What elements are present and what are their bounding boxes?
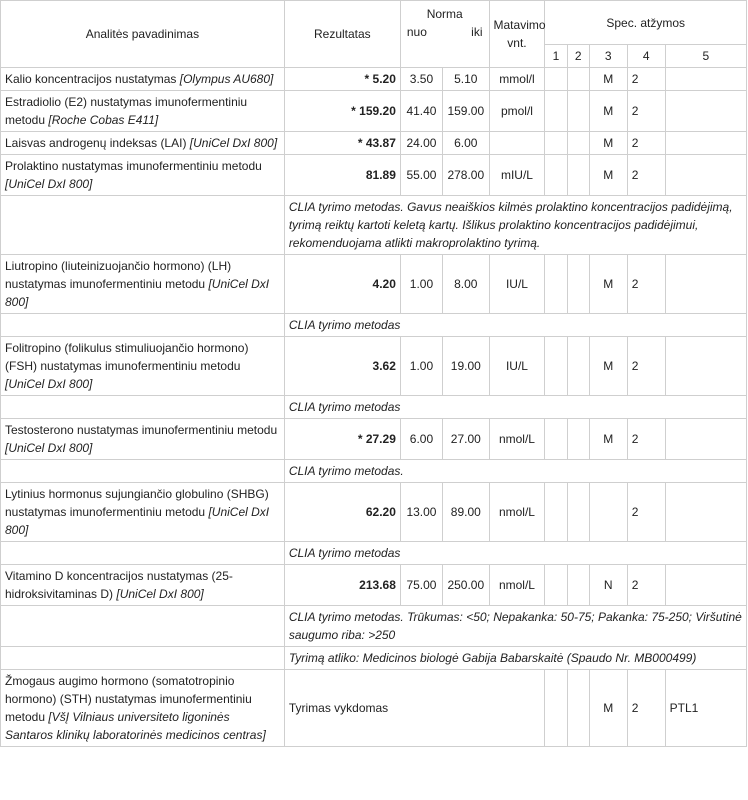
spec-5 <box>665 155 746 196</box>
analyte-source: [UniCel DxI 800] <box>5 277 270 309</box>
pending-status: Tyrimas vykdomas <box>284 670 545 747</box>
row-comment: CLIA tyrimo metodas <box>284 396 746 419</box>
spec-4: 2 <box>627 132 665 155</box>
spec-3 <box>589 483 627 542</box>
spec-3: N <box>589 565 627 606</box>
header-nuo: nuo <box>406 25 427 39</box>
analyte-name <box>1 483 285 542</box>
unit: nmol/L <box>489 483 545 542</box>
result-value: 4.20 <box>284 255 400 314</box>
table-row <box>1 337 747 396</box>
analyte-name <box>1 337 285 396</box>
analyte-label: Prolaktino nustatymas imunofermentiniu metodu <box>5 159 262 173</box>
unit: IU/L <box>489 255 545 314</box>
table-row <box>1 670 747 747</box>
spec-4: 2 <box>627 68 665 91</box>
norm-to: 6.00 <box>443 132 489 155</box>
header-result: Rezultatas <box>284 1 400 68</box>
norm-to: 250.00 <box>443 565 489 606</box>
unit: mIU/L <box>489 155 545 196</box>
comment-row <box>1 460 747 483</box>
spec-1 <box>545 255 567 314</box>
row-spacer <box>1 606 285 647</box>
header-spec-col: 5 <box>665 45 746 68</box>
spec-2 <box>567 670 589 747</box>
result-value: * 5.20 <box>284 68 400 91</box>
analyte-source: [UniCel DxI 800] <box>189 136 278 150</box>
spec-5 <box>665 565 746 606</box>
header-spec-col: 2 <box>567 45 589 68</box>
spec-4: 2 <box>627 155 665 196</box>
norm-to: 5.10 <box>443 68 489 91</box>
header-norma-label: Norma <box>426 7 463 21</box>
analyte-name <box>1 155 285 196</box>
spec-5 <box>665 255 746 314</box>
header-spec-col: 3 <box>589 45 627 68</box>
analyte-label: Laisvas androgenų indeksas (LAI) <box>5 136 187 150</box>
spec-1 <box>545 91 567 132</box>
result-value: * 27.29 <box>284 419 400 460</box>
spec-3: M <box>589 68 627 91</box>
spec-4: 2 <box>627 565 665 606</box>
spec-5 <box>665 419 746 460</box>
spec-1 <box>545 68 567 91</box>
unit: IU/L <box>489 337 545 396</box>
analyte-source: [VšĮ Vilniaus universiteto ligoninės Santaros klinikų laboratorinės medicinos centras] <box>5 710 266 742</box>
row-comment: CLIA tyrimo metodas <box>284 542 746 565</box>
analyte-source: [UniCel DxI 800] <box>5 177 93 191</box>
table-row <box>1 565 747 606</box>
table-row <box>1 255 747 314</box>
result-value: 213.68 <box>284 565 400 606</box>
norm-from: 13.00 <box>400 483 442 542</box>
spec-2 <box>567 68 589 91</box>
unit <box>489 132 545 155</box>
analyte-label: Lytinius hormonus sujungiančio globulino (SHBG) nustatymas imunofermentiniu metodu <box>5 487 269 519</box>
result-value: * 43.87 <box>284 132 400 155</box>
table-row <box>1 132 747 155</box>
analyte-name <box>1 419 285 460</box>
norm-from: 24.00 <box>400 132 442 155</box>
norm-from: 75.00 <box>400 565 442 606</box>
spec-3: M <box>589 132 627 155</box>
spec-2 <box>567 419 589 460</box>
analyte-source: [UniCel DxI 800] <box>5 377 93 391</box>
analyte-label: Žmogaus augimo hormono (somatotropinio hormono) (STH) nustatymas imunofermentiniu metodu <box>5 674 252 724</box>
row-spacer <box>1 460 285 483</box>
spec-5 <box>665 337 746 396</box>
analyte-label: Testosterono nustatymas imunofermentiniu metodu <box>5 423 278 437</box>
spec-3: M <box>589 91 627 132</box>
row-comment: CLIA tyrimo metodas <box>284 314 746 337</box>
unit: nmol/L <box>489 565 545 606</box>
spec-1 <box>545 337 567 396</box>
table-row <box>1 91 747 132</box>
analyte-name <box>1 565 285 606</box>
norm-from: 55.00 <box>400 155 442 196</box>
analyte-source: [Olympus AU680] <box>179 72 274 86</box>
norm-from: 1.00 <box>400 337 442 396</box>
spec-4: 2 <box>627 483 665 542</box>
analyte-source: [Roche Cobas E411] <box>48 113 159 127</box>
norm-to: 19.00 <box>443 337 489 396</box>
analyte-name <box>1 91 285 132</box>
spec-2 <box>567 337 589 396</box>
table-row <box>1 483 747 542</box>
analyte-name <box>1 132 285 155</box>
spec-1 <box>545 419 567 460</box>
spec-1 <box>545 670 567 747</box>
table-row <box>1 419 747 460</box>
header-unit: Matavimo vnt. <box>489 1 545 68</box>
spec-1 <box>545 483 567 542</box>
spec-2 <box>567 483 589 542</box>
spec-1 <box>545 155 567 196</box>
spec-2 <box>567 91 589 132</box>
norm-from: 6.00 <box>400 419 442 460</box>
norm-from: 1.00 <box>400 255 442 314</box>
spec-4: 2 <box>627 91 665 132</box>
row-spacer <box>1 396 285 419</box>
spec-5 <box>665 132 746 155</box>
header-spec-col: 1 <box>545 45 567 68</box>
spec-3: M <box>589 337 627 396</box>
header-name: Analitės pavadinimas <box>1 1 285 68</box>
row-comment: CLIA tyrimo metodas. Trūkumas: <50; Nepakanka: 50-75; Pakanka: 75-250; Viršutinė saugumo riba: >250 <box>284 606 746 647</box>
unit: nmol/L <box>489 419 545 460</box>
analyte-label: Folitropino (folikulus stimuliuojančio hormono) (FSH) nustatymas imunofermentiniu metodu <box>5 341 249 373</box>
norm-to: 278.00 <box>443 155 489 196</box>
header-norma <box>400 1 489 68</box>
analyte-label: Vitamino D koncentracijos nustatymas (25-hidroksivitaminas D) <box>5 569 233 601</box>
comment-row <box>1 606 747 647</box>
spec-5 <box>665 68 746 91</box>
header-spec-col: 4 <box>627 45 665 68</box>
spec-4: 2 <box>627 337 665 396</box>
norm-to: 159.00 <box>443 91 489 132</box>
spec-1 <box>545 565 567 606</box>
spec-2 <box>567 565 589 606</box>
analyte-source: [UniCel DxI 800] <box>116 587 204 601</box>
comment-row <box>1 396 747 419</box>
spec-3: M <box>589 255 627 314</box>
norm-from: 41.40 <box>400 91 442 132</box>
spec-3: M <box>589 419 627 460</box>
spec-1 <box>545 132 567 155</box>
spec-4: 2 <box>627 670 665 747</box>
result-value: * 159.20 <box>284 91 400 132</box>
comment-row <box>1 196 747 255</box>
norm-from: 3.50 <box>400 68 442 91</box>
analyte-name <box>1 68 285 91</box>
analyte-name <box>1 670 285 747</box>
result-value: 81.89 <box>284 155 400 196</box>
row-spacer <box>1 647 285 670</box>
header-iki: iki <box>471 25 483 39</box>
spec-4: 2 <box>627 419 665 460</box>
spec-2 <box>567 132 589 155</box>
analyte-label: Liutropino (liuteinizuojančio hormono) (LH) nustatymas imunofermentiniu metodu <box>5 259 232 291</box>
header-spec: Spec. atžymos <box>545 1 747 45</box>
spec-5: PTL1 <box>665 670 746 747</box>
spec-3: M <box>589 155 627 196</box>
table-row <box>1 68 747 91</box>
row-comment: Tyrimą atliko: Medicinos biologė Gabija Babarskaitė (Spaudo Nr. MB000499) <box>284 647 746 670</box>
analyte-name <box>1 255 285 314</box>
row-comment: CLIA tyrimo metodas. <box>284 460 746 483</box>
spec-5 <box>665 483 746 542</box>
row-spacer <box>1 314 285 337</box>
analyte-source: [UniCel DxI 800] <box>5 441 93 455</box>
row-spacer <box>1 542 285 565</box>
unit: mmol/l <box>489 68 545 91</box>
comment-row <box>1 542 747 565</box>
analyte-label: Kalio koncentracijos nustatymas <box>5 72 177 86</box>
table-row <box>1 155 747 196</box>
spec-4: 2 <box>627 255 665 314</box>
result-value: 62.20 <box>284 483 400 542</box>
spec-2 <box>567 255 589 314</box>
spec-5 <box>665 91 746 132</box>
norm-to: 27.00 <box>443 419 489 460</box>
result-value: 3.62 <box>284 337 400 396</box>
spec-2 <box>567 155 589 196</box>
unit: pmol/l <box>489 91 545 132</box>
comment-row <box>1 314 747 337</box>
row-comment: CLIA tyrimo metodas. Gavus neaiškios kilmės prolaktino koncentracijos padidėjimą, tyrimą reiktų kartoti keletą kartų. Išlikus prolaktino koncentracijos padidėjimui, rekomenduojama atlikti makroprolaktino tyrimą. <box>284 196 746 255</box>
row-spacer <box>1 196 285 255</box>
norm-to: 89.00 <box>443 483 489 542</box>
analyte-label: Estradiolio (E2) nustatymas imunofermentiniu metodu <box>5 95 248 127</box>
analyte-source: [UniCel DxI 800] <box>5 505 270 537</box>
spec-3: M <box>589 670 627 747</box>
comment-row <box>1 647 747 670</box>
norm-to: 8.00 <box>443 255 489 314</box>
